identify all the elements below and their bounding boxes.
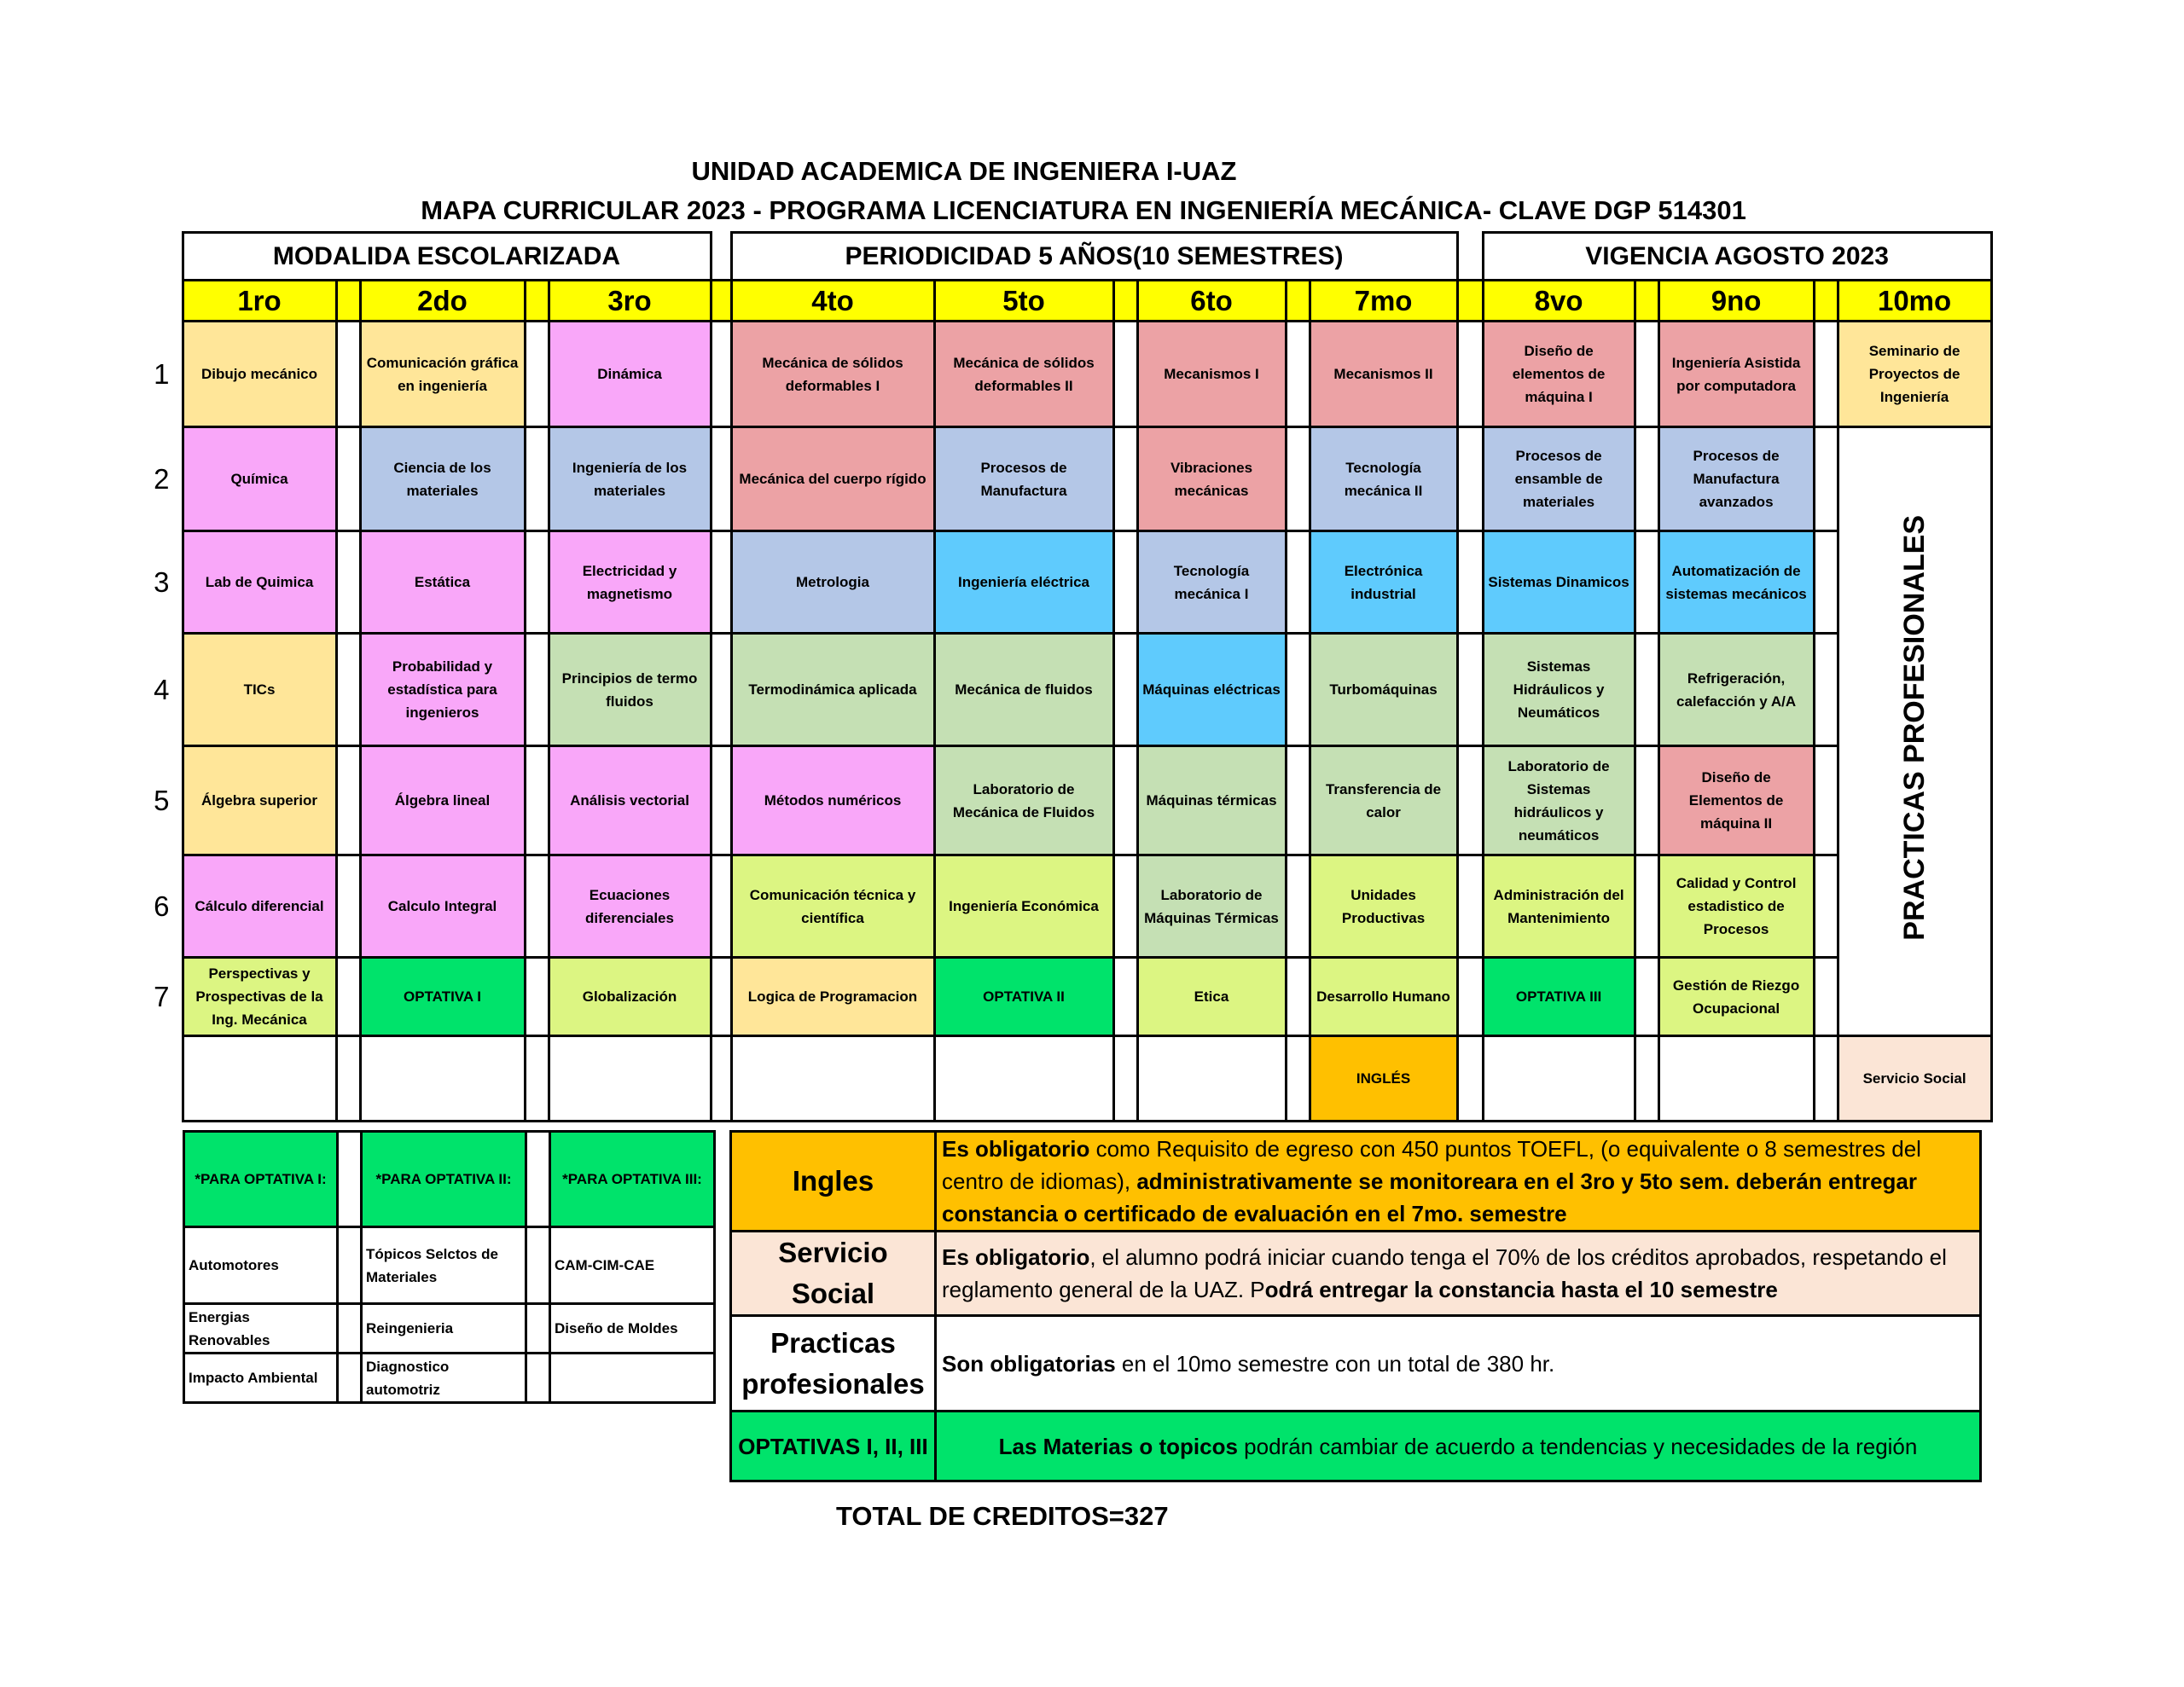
course-cell: Sistemas Hidráulicos y Neumáticos [1483,634,1635,746]
note-label-practicas: Practicas profesionales [731,1316,936,1412]
course-cell: Tecnología mecánica II [1310,427,1457,531]
optativa-header: *PARA OPTATIVA III: [550,1132,715,1227]
course-cell: Dinámica [549,322,711,427]
course-cell: Seminario de Proyectos de Ingeniería [1838,322,1991,427]
optativa-option [550,1354,715,1403]
optativa-option: Automotores [184,1227,338,1304]
curriculum-grid [128,231,1993,1122]
course-cell: Logica de Programacion [731,958,934,1036]
course-cell: Mecánica del cuerpo rígido [731,427,934,531]
banner-modalidad: MODALIDA ESCOLARIZADA [183,233,711,281]
course-cell: Principios de termo fluidos [549,634,711,746]
row-number: 2 [154,463,170,495]
ingles-cell: INGLÉS [1310,1036,1457,1122]
note-label-servicio: Servicio Social [731,1232,936,1316]
practicas-profesionales-label: PRACTICAS PROFESIONALES [1897,515,1931,941]
course-cell: Ciencia de los materiales [360,427,525,531]
course-cell: Laboratorio de Sistemas hidráulicos y neumáticos [1483,746,1635,855]
course-cell: Diseño de elementos de máquina I [1483,322,1635,427]
optativa-option: Reingenieria [362,1304,526,1354]
course-cell: Sistemas Dinamicos [1483,531,1635,634]
course-cell: Mecanismos II [1310,322,1457,427]
course-cell: Química [183,427,336,531]
course-cell: Calidad y Control estadistico de Procesos [1658,855,1814,958]
row-number: 1 [154,358,170,390]
course-cell: Transferencia de calor [1310,746,1457,855]
optativa-option: CAM-CIM-CAE [550,1227,715,1304]
course-cell: Mecanismos I [1137,322,1286,427]
optativa-cell: OPTATIVA III [1483,958,1635,1036]
course-cell: Procesos de ensamble de materiales [1483,427,1635,531]
row-number: 3 [154,566,170,598]
total-credits: TOTAL DE CREDITOS=327 [836,1501,1169,1531]
semester-header-1: 1ro [183,281,336,322]
semester-header-4: 4to [731,281,934,322]
optativa-header: *PARA OPTATIVA I: [184,1132,338,1227]
optativa-option: Energias Renovables [184,1304,338,1354]
course-cell: Automatización de sistemas mecánicos [1658,531,1814,634]
semester-header-10: 10mo [1838,281,1991,322]
banner-periodicidad: PERIODICIDAD 5 AÑOS(10 SEMESTRES) [731,233,1457,281]
semester-header-5: 5to [934,281,1113,322]
course-cell: TICs [183,634,336,746]
course-cell: Mecánica de sólidos deformables I [731,322,934,427]
course-cell: Administración del Mantenimiento [1483,855,1635,958]
course-cell: Álgebra lineal [360,746,525,855]
servicio-social-cell: Servicio Social [1838,1036,1991,1122]
row-number: 4 [154,674,170,705]
note-text-optativas: Las Materias o topicos podrán cambiar de acuerdo a tendencias y necesidades de la región [936,1412,1981,1481]
course-cell: Desarrollo Humano [1310,958,1457,1036]
note-text-practicas: Son obligatorias en el 10mo semestre con un total de 380 hr. [936,1316,1981,1412]
course-cell: Turbomáquinas [1310,634,1457,746]
course-cell: Perspectivas y Prospectivas de la Ing. Mecánica [183,958,336,1036]
course-cell: Mecánica de sólidos deformables II [934,322,1113,427]
course-cell: Vibraciones mecánicas [1137,427,1286,531]
optativa-cell: OPTATIVA I [360,958,525,1036]
row-number: 6 [154,890,170,922]
row-number: 5 [154,785,170,816]
optativa-header: *PARA OPTATIVA II: [362,1132,526,1227]
course-cell: Máquinas térmicas [1137,746,1286,855]
semester-header-9: 9no [1658,281,1814,322]
semester-header-7: 7mo [1310,281,1457,322]
course-cell: Electricidad y magnetismo [549,531,711,634]
semester-header-8: 8vo [1483,281,1635,322]
course-cell: Termodinámica aplicada [731,634,934,746]
course-cell: Máquinas eléctricas [1137,634,1286,746]
banner-vigencia: VIGENCIA AGOSTO 2023 [1483,233,1991,281]
course-cell: Estática [360,531,525,634]
note-label-optativas: OPTATIVAS I, II, III [731,1412,936,1481]
curriculum-title: MAPA CURRICULAR 2023 - PROGRAMA LICENCIATURA EN INGENIERÍA MECÁNICA- CLAVE DGP 514301 [421,195,1746,225]
course-cell: Globalización [549,958,711,1036]
course-cell: Cálculo diferencial [183,855,336,958]
course-cell: Laboratorio de Mecánica de Fluidos [934,746,1113,855]
course-cell: Análisis vectorial [549,746,711,855]
optativa-option: Diseño de Moldes [550,1304,715,1354]
institution-title: UNIDAD ACADEMICA DE INGENIERA I-UAZ [691,156,1237,186]
optativa-cell: OPTATIVA II [934,958,1113,1036]
course-cell: Procesos de Manufactura [934,427,1113,531]
optativa-option: Diagnostico automotriz [362,1354,526,1403]
course-cell: Comunicación gráfica en ingeniería [360,322,525,427]
requirements-notes [729,1130,1982,1482]
course-cell: Lab de Quimica [183,531,336,634]
course-cell: Álgebra superior [183,746,336,855]
course-cell: Gestión de Riezgo Ocupacional [1658,958,1814,1036]
note-text-servicio: Es obligatorio, el alumno podrá iniciar cuando tenga el 70% de los créditos aprobados, respetando el reglamento general de la UAZ. Podrá entregar la constancia hasta el 10 semestre [936,1232,1981,1316]
course-cell: Refrigeración, calefacción y A/A [1658,634,1814,746]
course-cell: Métodos numéricos [731,746,934,855]
optativas-table [183,1130,716,1404]
optativa-option: Impacto Ambiental [184,1354,338,1403]
semester-header-6: 6to [1137,281,1286,322]
course-cell: Ecuaciones diferenciales [549,855,711,958]
semester-header-2: 2do [360,281,525,322]
course-cell: Procesos de Manufactura avanzados [1658,427,1814,531]
course-cell: Laboratorio de Máquinas Térmicas [1137,855,1286,958]
course-cell: Unidades Productivas [1310,855,1457,958]
course-cell: Dibujo mecánico [183,322,336,427]
note-text-ingles: Es obligatorio como Requisito de egreso con 450 puntos TOEFL, (o equivalente o 8 semestres del centro de idiomas), administrativamente se monitoreara en el 3ro y 5to sem. deberán entregar constancia o certificado de evaluación en el 7mo. semestre [936,1132,1981,1232]
course-cell: Electrónica industrial [1310,531,1457,634]
course-cell: Comunicación técnica y científica [731,855,934,958]
optativa-option: Tópicos Selctos de Materiales [362,1227,526,1304]
course-cell: Ingeniería Económica [934,855,1113,958]
practicas-profesionales-cell [1838,427,1991,1036]
note-label-ingles: Ingles [731,1132,936,1232]
course-cell: Probabilidad y estadística para ingenieros [360,634,525,746]
course-cell: Etica [1137,958,1286,1036]
course-cell: Calculo Integral [360,855,525,958]
course-cell: Tecnología mecánica I [1137,531,1286,634]
course-cell: Diseño de Elementos de máquina II [1658,746,1814,855]
course-cell: Mecánica de fluidos [934,634,1113,746]
course-cell: Ingeniería de los materiales [549,427,711,531]
row-number: 7 [154,981,170,1012]
course-cell: Metrologia [731,531,934,634]
course-cell: Ingeniería eléctrica [934,531,1113,634]
course-cell: Ingeniería Asistida por computadora [1658,322,1814,427]
semester-header-3: 3ro [549,281,711,322]
